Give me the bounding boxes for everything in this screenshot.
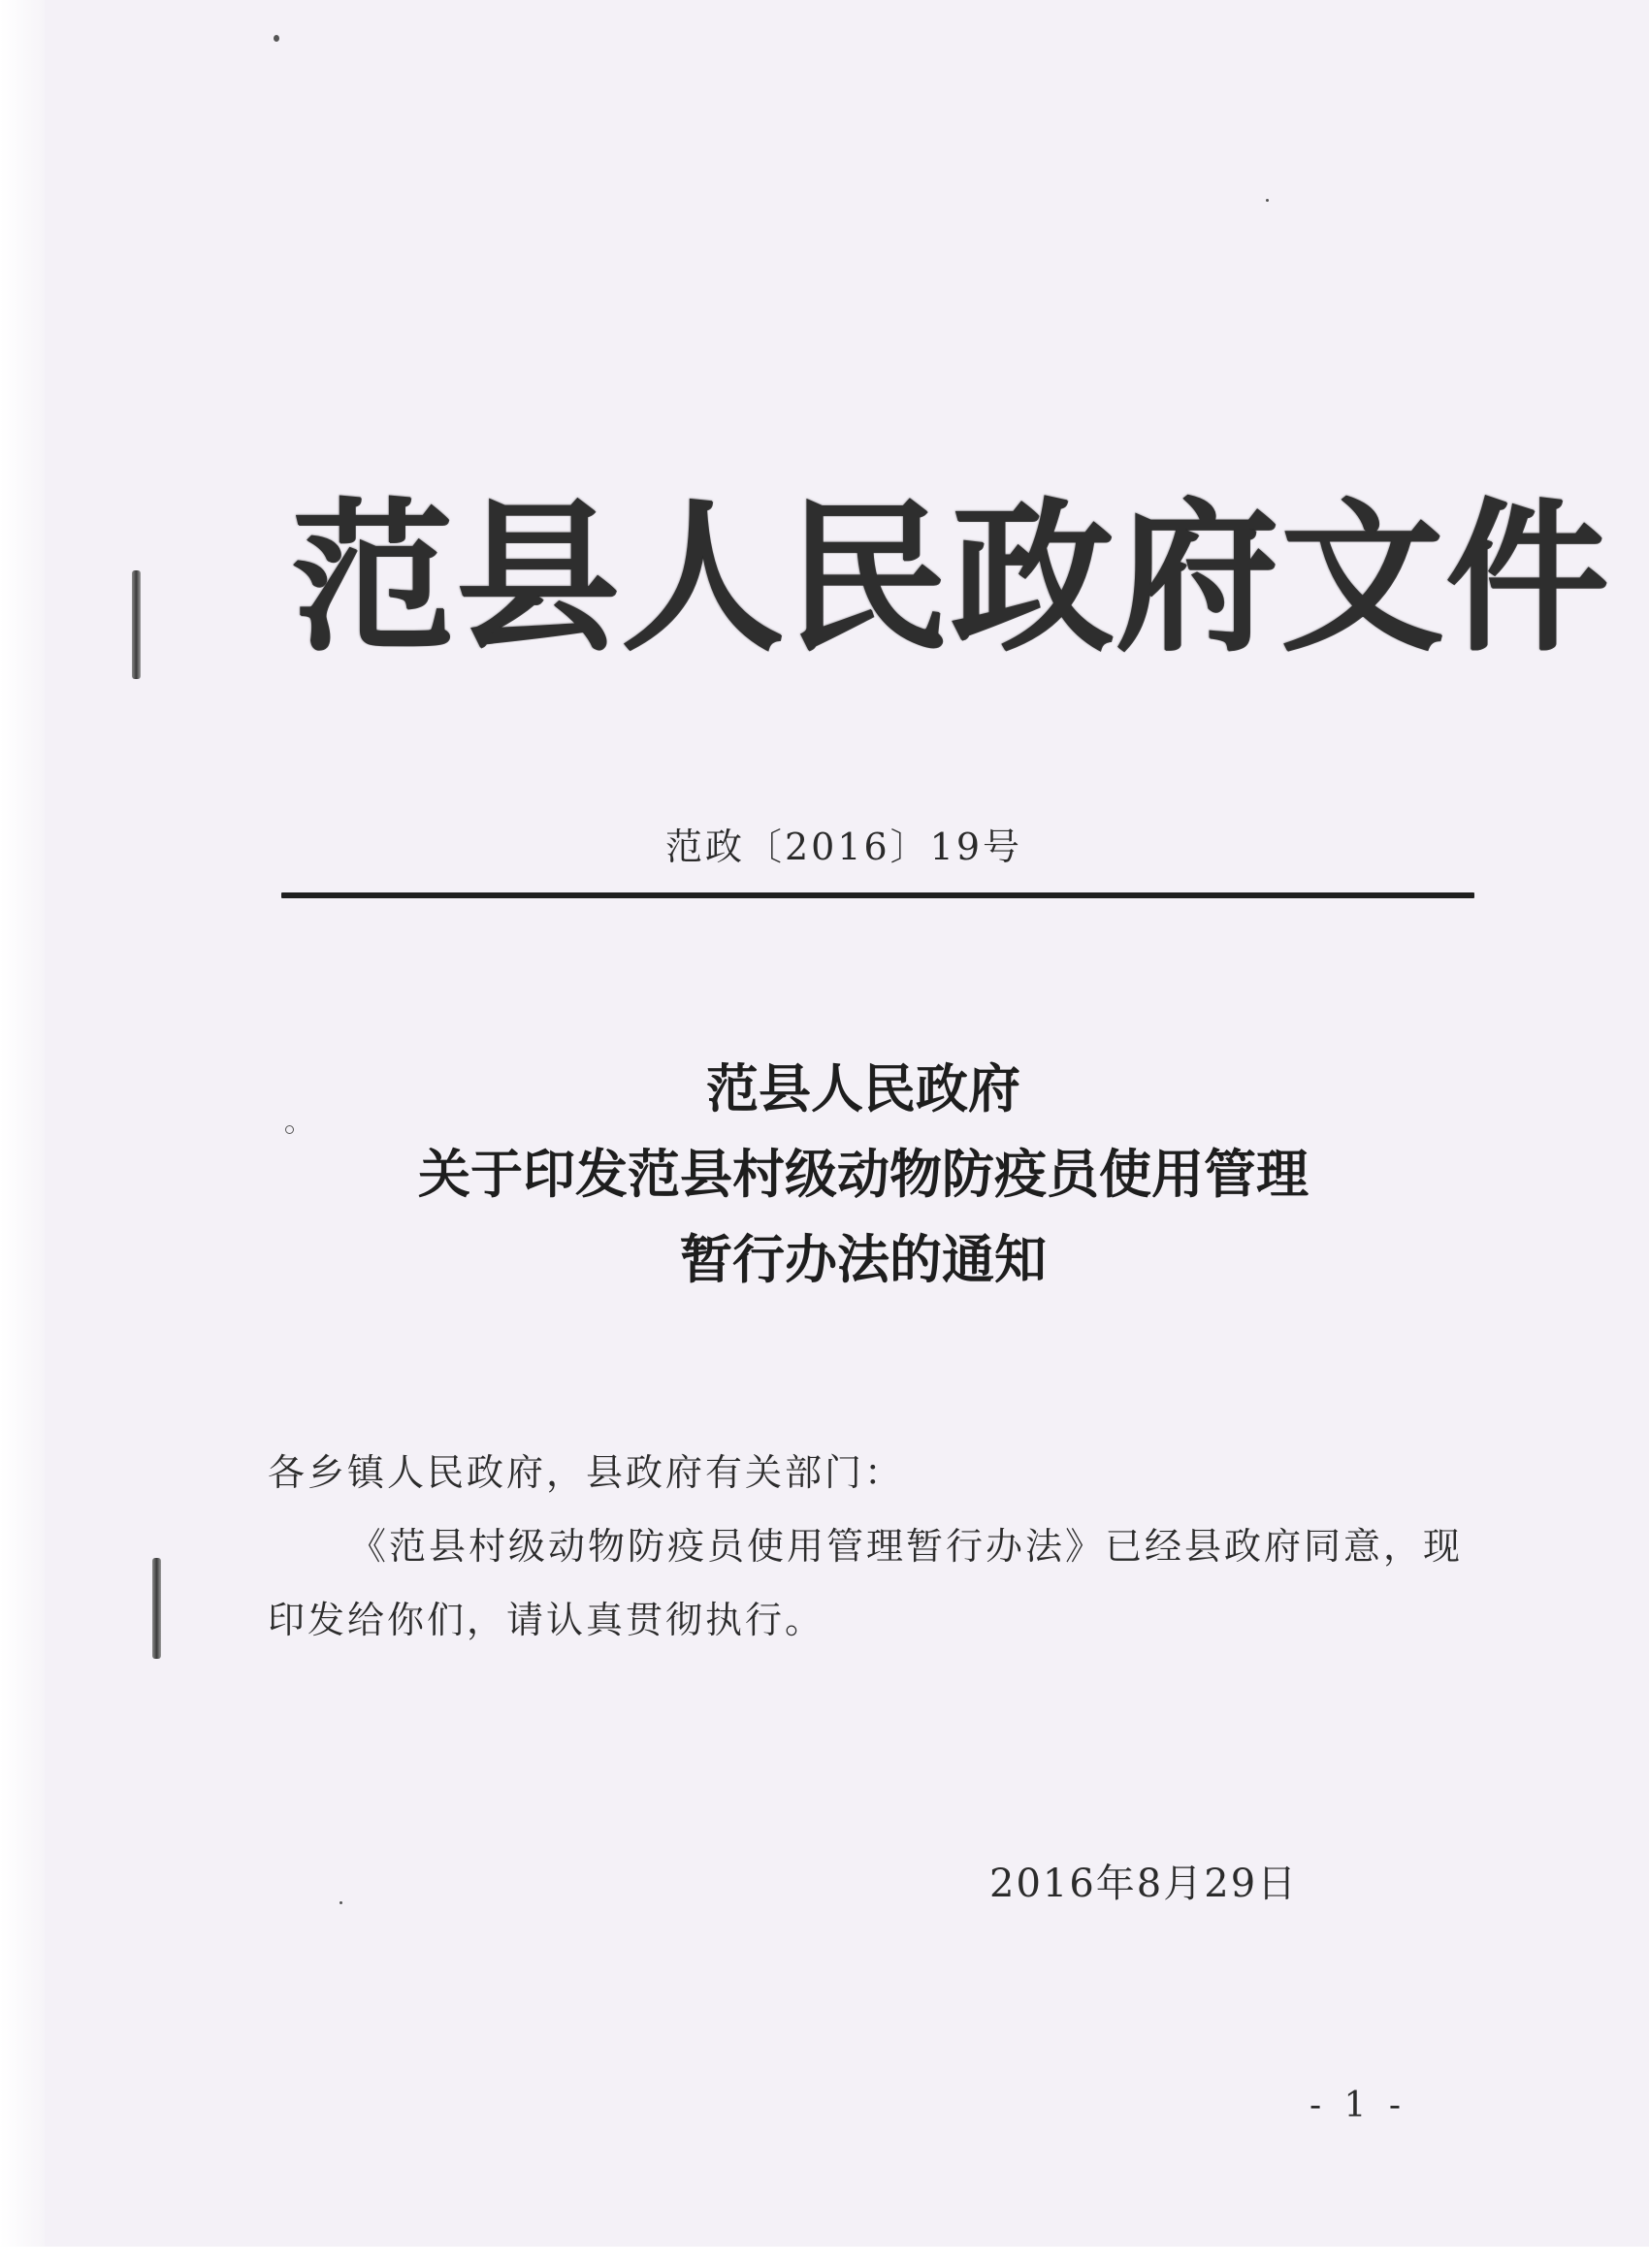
body-paragraph: 《范县村级动物防疫员使用管理暂行办法》已经县政府同意，现印发给你们，请认真贯彻执行。 (268, 1525, 1464, 1641)
title-line: 暂行办法的通知 (680, 1228, 1047, 1290)
scan-speck (1266, 199, 1269, 202)
staple-mark (132, 570, 141, 679)
page-number: - 1 - (1309, 2086, 1407, 2125)
scan-speck (340, 1901, 342, 1904)
document-masthead: 范县人民政府文件 (291, 481, 1610, 673)
salutation: 各乡镇人民政府，县政府有关部门： (268, 1451, 905, 1494)
scan-speck (274, 35, 279, 42)
issue-date: 2016年8月29日 (989, 1862, 1299, 1906)
document-number: 范政〔2016〕19号 (664, 826, 1023, 868)
document-body (268, 1436, 1500, 1657)
staple-mark (152, 1558, 161, 1659)
document-title (242, 1046, 1484, 1302)
masthead-divider (281, 892, 1474, 898)
title-line: 范县人民政府 (706, 1057, 1020, 1119)
title-line: 关于印发范县村级动物防疫员使用管理 (418, 1143, 1309, 1205)
